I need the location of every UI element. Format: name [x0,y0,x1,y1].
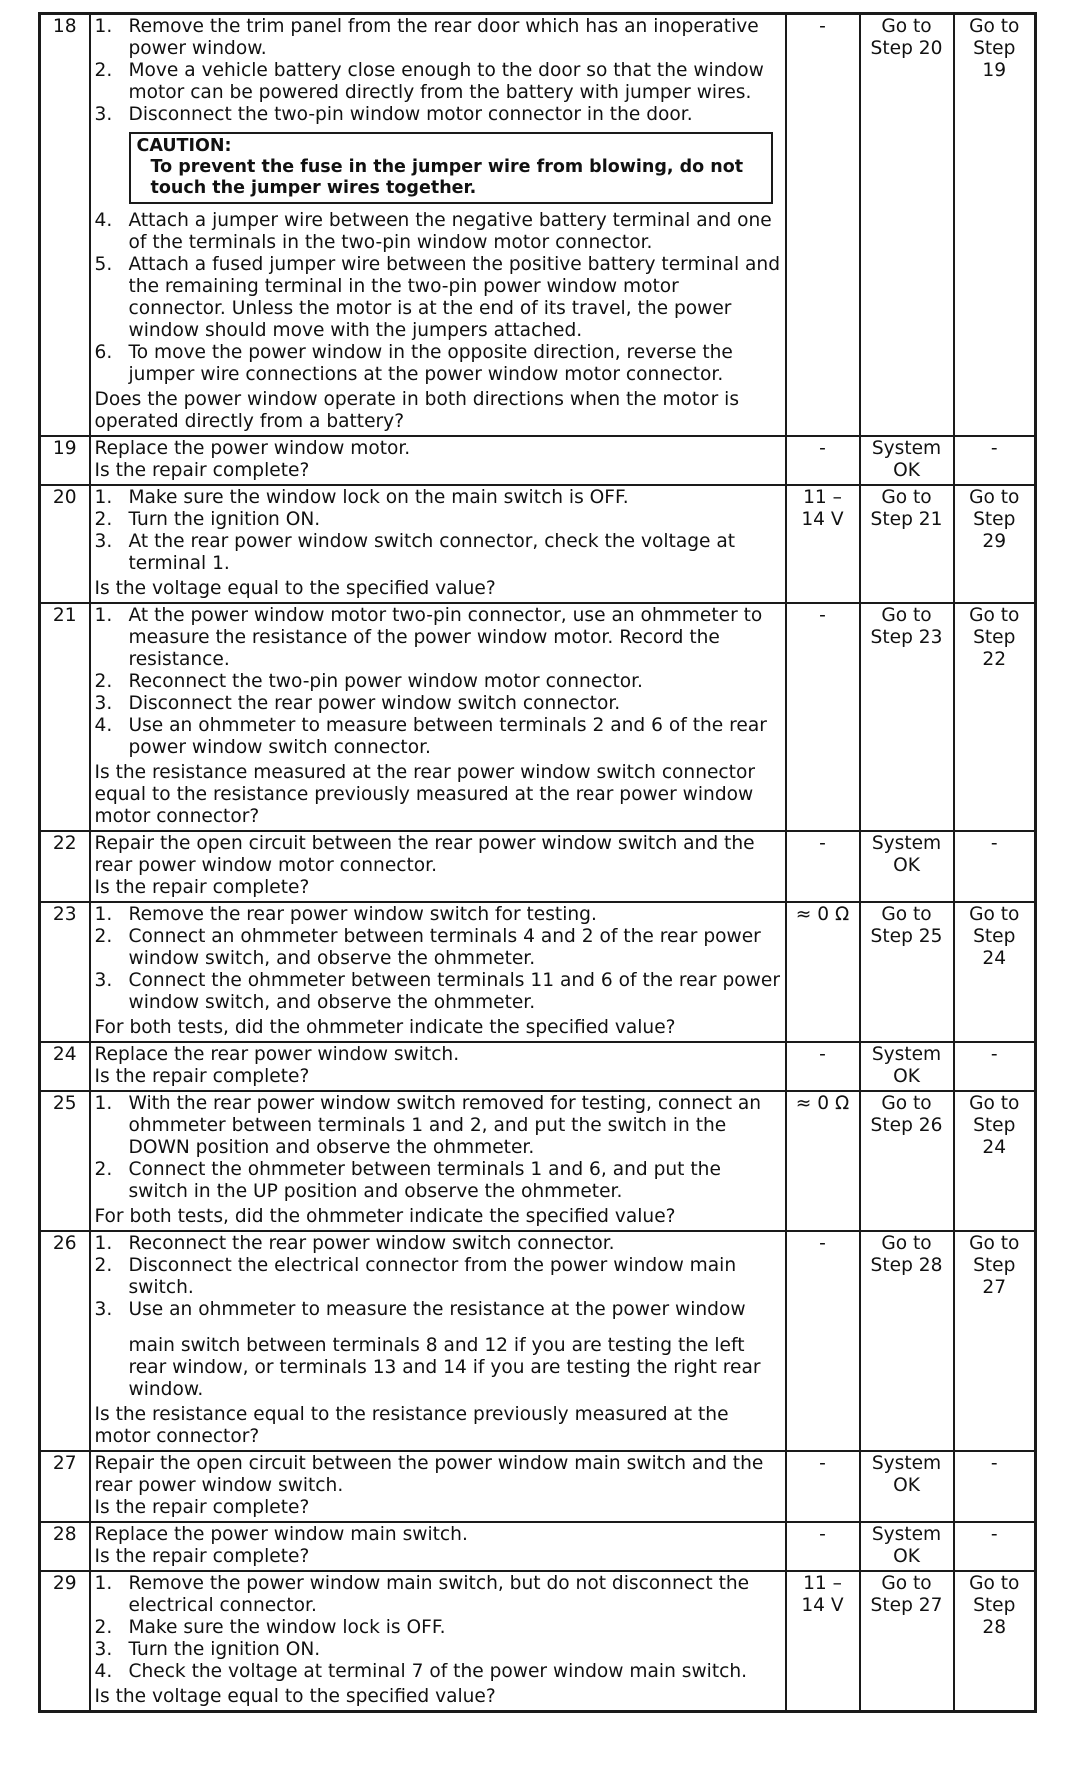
yes-action: Go to Step 25 [860,902,954,1042]
table-row [40,1042,1036,1091]
action-text: Repair the open circuit between the power window main switch and the rear power window switch. [94,1453,764,1496]
list-item [95,1233,781,1255]
action-steps-continued [95,1335,781,1401]
action-cell [90,1451,786,1522]
specified-value: 11 – 14 V [786,485,860,603]
list-item [95,342,781,386]
list-item [95,671,781,693]
step-text: Connect the ohmmeter between terminals 11 and 6 of the rear power window switch, and observe the ohmmeter. [128,970,780,1013]
step-index: 5. [94,254,113,275]
action-steps [95,1233,781,1321]
step-index: 2. [94,1255,113,1276]
step-text: Connect the ohmmeter between terminals 1 and 6, and put the switch in the UP position and observe the ohmmeter. [128,1159,721,1202]
step-text: Remove the power window main switch, but do not disconnect the electrical connector. [128,1573,750,1616]
action-cell [90,1091,786,1231]
step-index: 3. [94,693,113,714]
table-row [40,603,1036,831]
action-text: Replace the power window motor. [94,438,411,459]
no-action: Go to Step 27 [954,1231,1036,1451]
action-steps [95,1093,781,1203]
list-item [95,1159,781,1203]
list-item [95,693,781,715]
step-index: 2. [94,671,113,692]
step-number: 18 [40,14,90,437]
caution-title: CAUTION: [136,136,232,156]
step-number: 29 [40,1571,90,1712]
list-item [95,1093,781,1159]
action-steps [95,904,781,1014]
step-number: 25 [40,1091,90,1231]
table-row [40,436,1036,485]
step-index: 3. [94,1639,113,1660]
step-number: 23 [40,902,90,1042]
yes-action: System OK [860,436,954,485]
no-action: Go to Step 24 [954,902,1036,1042]
no-action: - [954,1451,1036,1522]
step-text: Make sure the window lock on the main switch is OFF. [128,487,629,508]
list-item [95,104,781,126]
spacer [95,1321,781,1335]
table-row [40,1451,1036,1522]
step-index: 3. [94,531,113,552]
step-text: Make sure the window lock is OFF. [128,1617,446,1638]
step-text: Reconnect the two-pin power window motor connector. [128,671,643,692]
list-item [95,1255,781,1299]
list-item [95,254,781,342]
table-row [40,1091,1036,1231]
yes-action: System OK [860,831,954,902]
table-row [40,485,1036,603]
step-text: Move a vehicle battery close enough to the door so that the window motor can be powered directly from the battery with jumper wires. [128,60,764,103]
specified-value: ≈ 0 Ω [786,902,860,1042]
step-text: Turn the ignition ON. [128,509,321,530]
action-cell [90,1231,786,1451]
list-item [95,970,781,1014]
step-index: 3. [94,970,113,991]
step-index: 1. [94,1093,113,1114]
action-steps [95,487,781,575]
step-text: Disconnect the electrical connector from the power window main switch. [128,1255,737,1298]
step-number: 21 [40,603,90,831]
step-text: Connect an ohmmeter between terminals 4 and 2 of the rear power window switch, and observe the ohmmeter. [128,926,761,969]
list-item [95,926,781,970]
table-row [40,831,1036,902]
step-text: Disconnect the rear power window switch connector. [128,693,621,714]
yes-action: Go to Step 27 [860,1571,954,1712]
table-row [40,14,1036,437]
table-row [40,1231,1036,1451]
no-action: Go to Step 28 [954,1571,1036,1712]
list-item [95,1661,781,1683]
step-index: 1. [94,605,113,626]
step-index: 3. [94,104,113,125]
list-item [95,531,781,575]
diagnostic-procedure-table [38,12,1037,1713]
list-item [95,1335,781,1401]
action-cell [90,902,786,1042]
specified-value: - [786,1231,860,1451]
question-text: Is the resistance measured at the rear power window switch connector equal to the resistance previously measured at the rear power window motor connector? [94,762,755,827]
list-item [95,60,781,104]
specified-value: - [786,603,860,831]
caution-text: To prevent the fuse in the jumper wire from blowing, do not touch the jumper wires together. [150,157,744,198]
step-number: 27 [40,1451,90,1522]
question-text: Is the repair complete? [94,877,310,898]
action-cell [90,603,786,831]
step-text: Check the voltage at terminal 7 of the power window main switch. [128,1661,748,1682]
step-index: 1. [94,16,113,37]
question-text: Is the voltage equal to the specified value? [94,1686,496,1707]
step-index: 2. [94,1617,113,1638]
action-steps [95,16,781,126]
list-item [95,605,781,671]
question-text: Is the resistance equal to the resistance previously measured at the motor connector? [94,1404,729,1447]
action-steps [95,1573,781,1683]
no-action: - [954,436,1036,485]
question-text: Is the repair complete? [94,1066,310,1087]
action-text: Replace the rear power window switch. [94,1044,460,1065]
step-text: Attach a jumper wire between the negative battery terminal and one of the terminals in the two-pin window motor connector. [128,210,772,253]
step-text: Attach a fused jumper wire between the positive battery terminal and the remaining terminal in the two-pin power window motor connector. Unless the motor is at the end of its travel, the power window should move with the jumpers attached. [128,254,780,341]
table-row [40,1522,1036,1571]
table-row [40,902,1036,1042]
step-number: 24 [40,1042,90,1091]
specified-value: 11 – 14 V [786,1571,860,1712]
action-cell [90,436,786,485]
step-index: 3. [94,1299,113,1320]
no-action: - [954,1522,1036,1571]
yes-action: System OK [860,1042,954,1091]
action-steps [95,210,781,386]
step-text: Use an ohmmeter to measure the resistance at the power window [128,1299,746,1320]
list-item [95,16,781,60]
step-number: 22 [40,831,90,902]
no-action: - [954,831,1036,902]
no-action: Go to Step 19 [954,14,1036,437]
question-text: Does the power window operate in both directions when the motor is operated directly from a battery? [94,389,740,432]
action-text: Replace the power window main switch. [94,1524,468,1545]
step-text: Turn the ignition ON. [128,1639,321,1660]
specified-value: - [786,831,860,902]
procedure-page [38,12,1037,1713]
yes-action: System OK [860,1451,954,1522]
list-item [95,1573,781,1617]
table-row [40,1571,1036,1712]
yes-action: Go to Step 28 [860,1231,954,1451]
step-index: 2. [94,926,113,947]
specified-value: - [786,14,860,437]
step-index: 2. [94,60,113,81]
question-text: Is the repair complete? [94,1497,310,1518]
question-text: Is the repair complete? [94,460,310,481]
step-number: 28 [40,1522,90,1571]
step-index: 1. [94,487,113,508]
step-index: 4. [94,1661,113,1682]
action-cell [90,1522,786,1571]
step-index: 2. [94,1159,113,1180]
step-number: 20 [40,485,90,603]
action-cell [90,14,786,437]
action-text: Repair the open circuit between the rear power window switch and the rear power window motor connector. [94,833,755,876]
step-index: 4. [94,210,113,231]
step-index: 4. [94,715,113,736]
list-item [95,715,781,759]
question-text: Is the voltage equal to the specified value? [94,578,496,599]
action-cell [90,831,786,902]
list-item [95,1617,781,1639]
step-text: To move the power window in the opposite direction, reverse the jumper wire connections at the power window motor connector. [128,342,733,385]
yes-action: Go to Step 21 [860,485,954,603]
specified-value: - [786,436,860,485]
list-item [95,1299,781,1321]
list-item [95,1639,781,1661]
step-number: 19 [40,436,90,485]
step-index: 1. [94,904,113,925]
yes-action: Go to Step 23 [860,603,954,831]
question-text: Is the repair complete? [94,1546,310,1567]
step-index: 1. [94,1573,113,1594]
step-number: 26 [40,1231,90,1451]
step-text: Use an ohmmeter to measure between terminals 2 and 6 of the rear power window switch connector. [128,715,767,758]
action-steps [95,605,781,759]
step-text: Remove the trim panel from the rear door which has an inoperative power window. [128,16,759,59]
specified-value: ≈ 0 Ω [786,1091,860,1231]
action-cell [90,1571,786,1712]
question-text: For both tests, did the ohmmeter indicate the specified value? [94,1206,676,1227]
step-text: main switch between terminals 8 and 12 if you are testing the left rear window, or terminals 13 and 14 if you are testing the right rear window. [128,1335,761,1400]
no-action: Go to Step 24 [954,1091,1036,1231]
no-action: Go to Step 29 [954,485,1036,603]
no-action: - [954,1042,1036,1091]
question-text: For both tests, did the ohmmeter indicate the specified value? [94,1017,676,1038]
step-text: At the power window motor two-pin connector, use an ohmmeter to measure the resistance of the power window motor. Record the resistance. [128,605,763,670]
yes-action: System OK [860,1522,954,1571]
no-action: Go to Step 22 [954,603,1036,831]
step-text: Reconnect the rear power window switch connector. [128,1233,615,1254]
step-index: 2. [94,509,113,530]
yes-action: Go to Step 20 [860,14,954,437]
specified-value: - [786,1522,860,1571]
step-text: With the rear power window switch removed for testing, connect an ohmmeter between terminals 1 and 2, and put the switch in the DOWN position and observe the ohmmeter. [128,1093,762,1158]
list-item [95,509,781,531]
caution-box [129,132,773,204]
action-cell [90,1042,786,1091]
step-text: Remove the rear power window switch for testing. [128,904,597,925]
list-item [95,487,781,509]
yes-action: Go to Step 26 [860,1091,954,1231]
action-cell [90,485,786,603]
step-text: At the rear power window switch connector, check the voltage at terminal 1. [128,531,736,574]
step-text: Disconnect the two-pin window motor connector in the door. [128,104,693,125]
specified-value: - [786,1042,860,1091]
list-item [95,904,781,926]
step-index: 6. [94,342,113,363]
step-index: 1. [94,1233,113,1254]
list-item [95,210,781,254]
specified-value: - [786,1451,860,1522]
